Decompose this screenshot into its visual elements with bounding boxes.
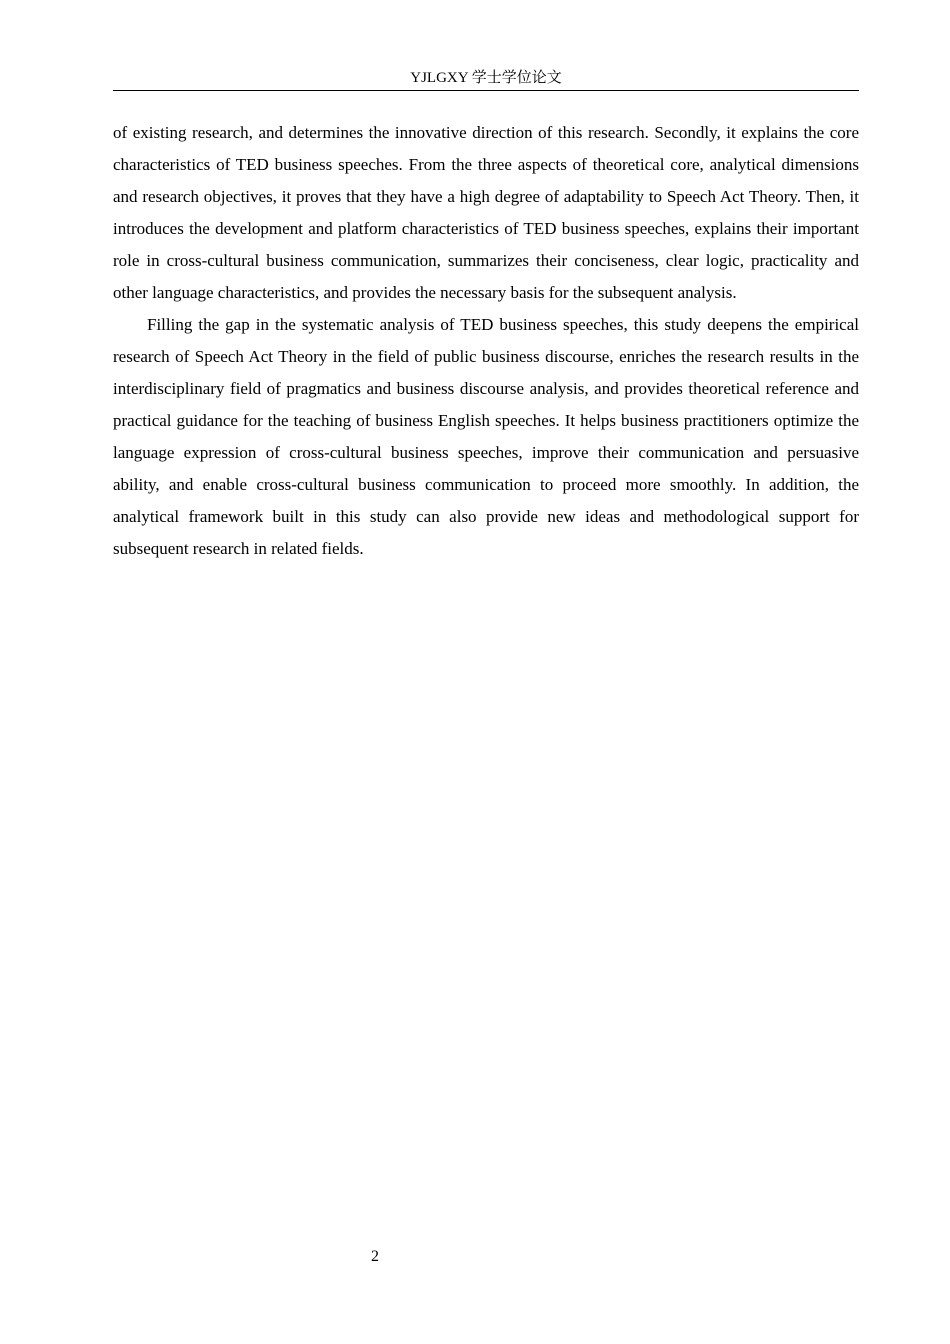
- page-number: 2: [371, 1248, 379, 1265]
- running-header: YJLGXY 学士学位论文: [113, 68, 859, 91]
- body-text: [113, 117, 859, 565]
- paragraph-continued: of existing research, and determines the innovative direction of this research. Secondly, it explains the core characteristics of TED business speeches. From the three aspects of theoretical core, analytical dimensions and research objectives, it proves that they have a high degree of adaptability to Speech Act Theory. Then, it introduces the development and platform characteristics of TED business speeches, explains their important role in cross-cultural business communication, summarizes their conciseness, clear logic, practicality and other language characteristics, and provides the necessary basis for the subsequent analysis.: [113, 123, 859, 302]
- paragraph-significance: Filling the gap in the systematic analysis of TED business speeches, this study deepens the empirical research of Speech Act Theory in the field of public business discourse, enriches the research results in the interdisciplinary field of pragmatics and business discourse analysis, and provides theoretical reference and practical guidance for the teaching of business English speeches. It helps business practitioners optimize the language expression of cross-cultural business speeches, improve their communication and persuasive ability, and enable cross-cultural business communication to proceed more smoothly. In addition, the analytical framework built in this study can also provide new ideas and methodological support for subsequent research in related fields.: [113, 315, 859, 558]
